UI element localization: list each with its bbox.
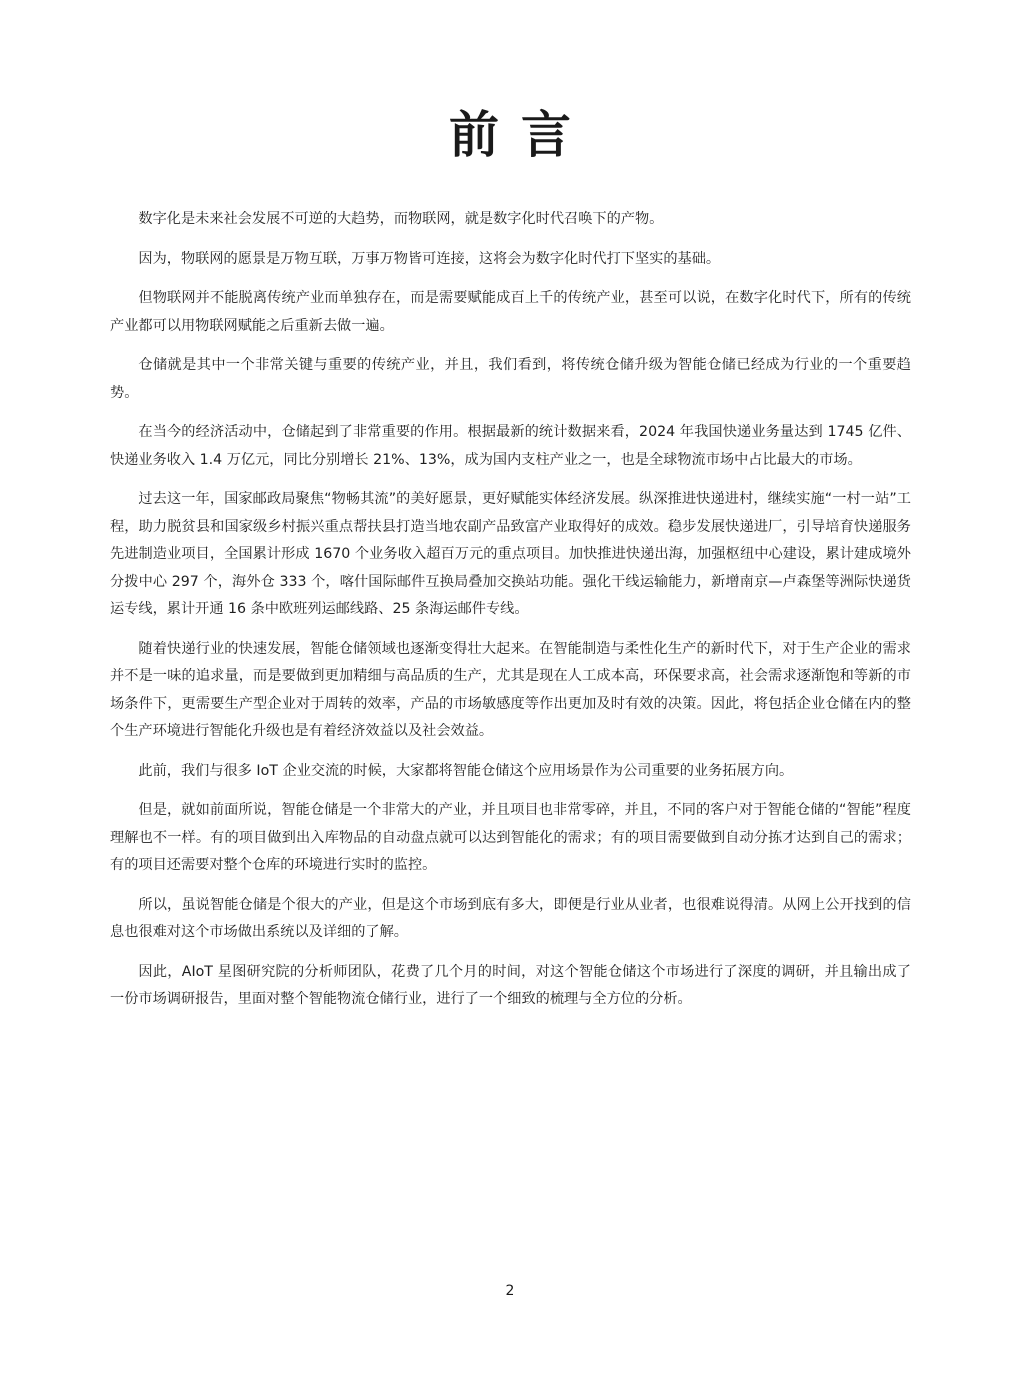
body-text [110,206,911,1026]
paragraph: 但是，就如前面所说，智能仓储是一个非常大的产业，并且项目也非常零碎，并且，不同的客户对于智能仓储的“智能”程度理解也不一样。有的项目做到出入库物品的自动盘点就可以达到智能化的需求；有的项目需要做到自动分拣才达到自己的需求；有的项目还需要对整个仓库的环境进行实时的监控。 [110,802,911,873]
paragraph: 数字化是未来社会发展不可逆的大趋势，而物联网，就是数字化时代召唤下的产物。 [138,211,664,227]
page-title: 前言 [449,106,593,164]
page-number: 2 [505,1283,515,1299]
paragraph: 但物联网并不能脱离传统产业而单独存在，而是需要赋能成百上千的传统产业，甚至可以说，在数字化时代下，所有的传统产业都可以用物联网赋能之后重新去做一遍。 [110,290,911,334]
paragraph: 随着快递行业的快速发展，智能仓储领域也逐渐变得壮大起来。在智能制造与柔性化生产的新时代下，对于生产企业的需求并不是一味的追求量，而是要做到更加精细与高品质的生产，尤其是现在人工成本高，环保要求高，社会需求逐渐饱和等新的市场条件下，更需要生产型企业对于周转的效率，产品的市场敏感度等作出更加及时有效的决策。因此，将包括企业仓储在内的整个生产环境进行智能化升级也是有着经济效益以及社会效益。 [110,640,911,739]
paragraph: 因此，AIoT 星图研究院的分析师团队，花费了几个月的时间，对这个智能仓储这个市场进行了深度的调研，并且输出成了一份市场调研报告，里面对整个智能物流仓储行业，进行了一个细致的梳理与全方位的分析。 [110,963,911,1007]
paragraph: 在当今的经济活动中，仓储起到了非常重要的作用。根据最新的统计数据来看，2024 年我国快递业务量达到 1745 亿件、快递业务收入 1.4 万亿元，同比分别增长 21%、13%，成为国内支柱产业之一，也是全球物流市场中占比最大的市场。 [110,424,911,468]
paragraph: 此前，我们与很多 IoT 企业交流的时候，大家都将智能仓储这个应用场景作为公司重要的业务拓展方向。 [138,762,794,779]
paragraph: 所以，虽说智能仓储是个很大的产业，但是这个市场到底有多大，即便是行业从业者，也很难说得清。从网上公开找到的信息也很难对这个市场做出系统以及详细的了解。 [110,896,911,940]
paragraph: 过去这一年，国家邮政局聚焦“物畅其流”的美好愿景，更好赋能实体经济发展。纵深推进快递进村，继续实施“一村一站”工程，助力脱贫县和国家级乡村振兴重点帮扶县打造当地农副产品致富产业取得好的成效。稳步发展快递进厂，引导培育快递服务先进制造业项目，全国累计形成 1670 个业务收入超百万元的重点项目。加快推进快递出海，加强枢纽中心建设，累计建成境外分拨中心 297 个，海外仓 333 个，喀什国际邮件互换局叠加交换站功能。强化干线运输能力，新增南京—卢森堡等洲际快递货运专线，累计开通 16 条中欧班列运邮线路、25 条海运邮件专线。 [110,491,911,617]
paragraph: 因为，物联网的愿景是万物互联，万事万物皆可连接，这将会为数字化时代打下坚实的基础。 [138,250,721,267]
paragraph: 仓储就是其中一个非常关键与重要的传统产业，并且，我们看到，将传统仓储升级为智能仓储已经成为行业的一个重要趋势。 [110,357,911,401]
